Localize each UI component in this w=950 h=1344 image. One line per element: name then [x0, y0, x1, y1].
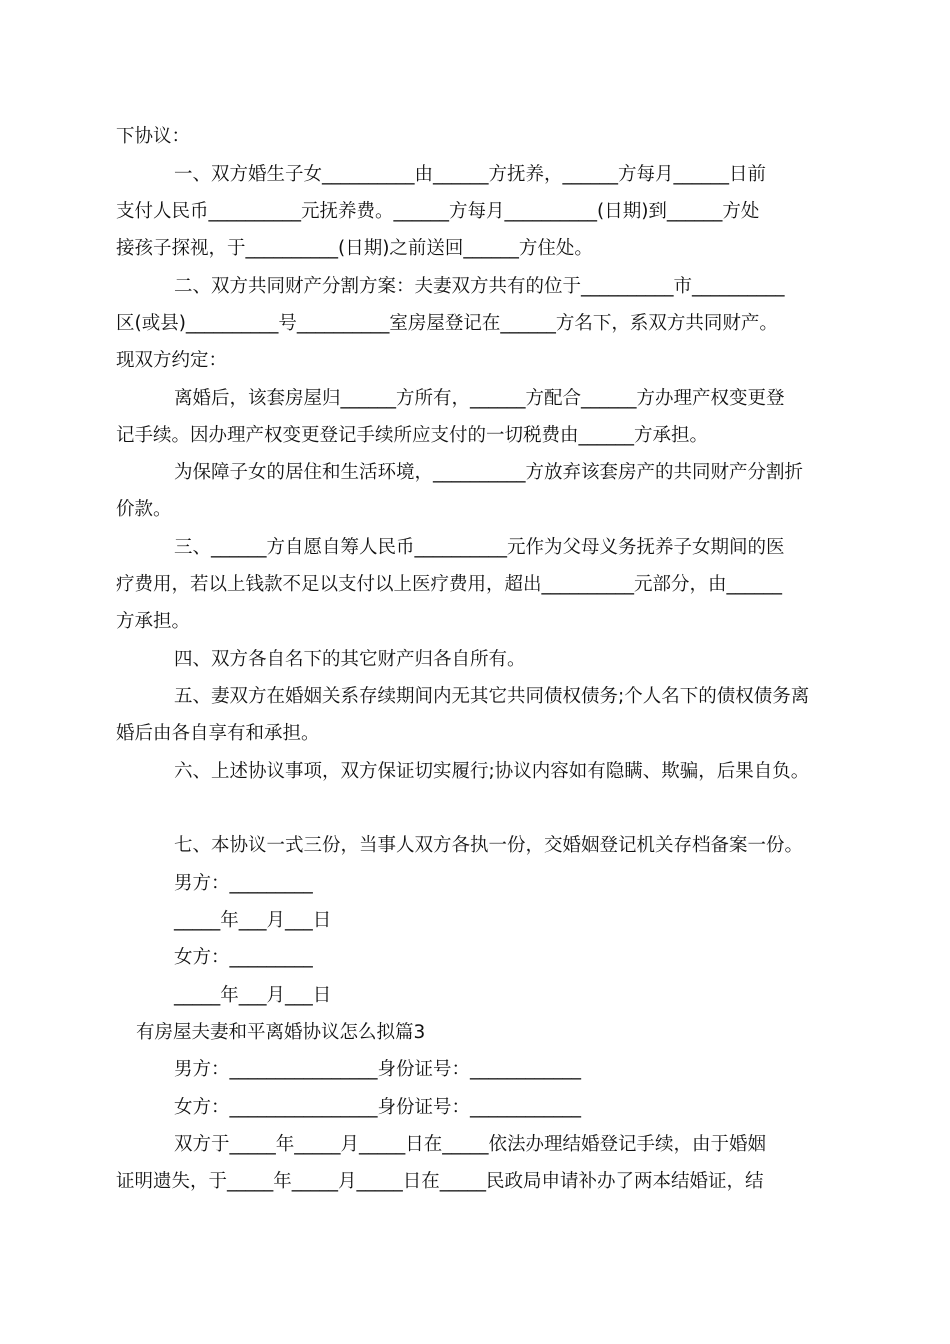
text-line: 区(或县)__________号__________室房屋登记在______方名下，系双方共同财产。	[116, 313, 778, 334]
clause-7: 七、本协议一式三份，当事人双方各执一份，交婚姻登记机关存档备案一份。	[174, 835, 804, 856]
text-line: 婚后由各自享有和承担。	[116, 723, 320, 744]
text-line: 证明遗失，于_____年_____月_____日在_____民政局申请补办了两本结婚证，结	[116, 1171, 764, 1192]
date-line: _____年___月___日	[174, 985, 332, 1006]
clause-3: 三、______方自愿自筹人民币__________元作为父母义务抚养子女期间的医	[174, 537, 785, 558]
text-line: 为保障子女的居住和生活环境，__________方放弃该套房产的共同财产分割折	[174, 462, 804, 483]
clause-5: 五、妻双方在婚姻关系存续期间内无其它共同债权债务;个人名下的债权债务离	[174, 686, 810, 707]
date-line: _____年___月___日	[174, 910, 332, 931]
signature-female: 女方：_________	[174, 947, 313, 968]
clause-4: 四、双方各自名下的其它财产归各自所有。	[174, 649, 526, 670]
text-line: 现双方约定：	[116, 350, 228, 371]
clause-1: 一、双方婚生子女__________由______方抚养，______方每月______日前	[174, 164, 767, 185]
text-line: 离婚后，该套房屋归______方所有，______方配合______方办理产权变更登	[174, 388, 785, 409]
female-id-line: 女方：________________身份证号：____________	[174, 1097, 582, 1118]
text-line: 下协议：	[116, 126, 191, 147]
clause-2: 二、双方共同财产分割方案：夫妻双方共有的位于__________市__________	[174, 276, 785, 297]
text-line: 方承担。	[116, 611, 191, 632]
text-line: 疗费用，若以上钱款不足以支付以上医疗费用，超出__________元部分，由______	[116, 574, 783, 595]
text-line: 双方于_____年_____月_____日在_____依法办理结婚登记手续，由于婚姻	[174, 1134, 767, 1155]
text-line: 记手续。因办理产权变更登记手续所应支付的一切税费由______方承担。	[116, 425, 709, 446]
signature-male: 男方：_________	[174, 873, 313, 894]
text-line: 价款。	[116, 499, 172, 520]
male-id-line: 男方：________________身份证号：____________	[174, 1059, 582, 1080]
clause-6: 六、上述协议事项，双方保证切实履行;协议内容如有隐瞒、欺骗，后果自负。	[174, 761, 810, 782]
text-line: 接孩子探视，于__________(日期)之前送回______方住处。	[116, 238, 593, 259]
section-title: 有房屋夫妻和平离婚协议怎么拟篇3	[136, 1022, 426, 1043]
text-line: 支付人民币__________元抚养费。______方每月__________(日期)到______方处	[116, 201, 760, 222]
